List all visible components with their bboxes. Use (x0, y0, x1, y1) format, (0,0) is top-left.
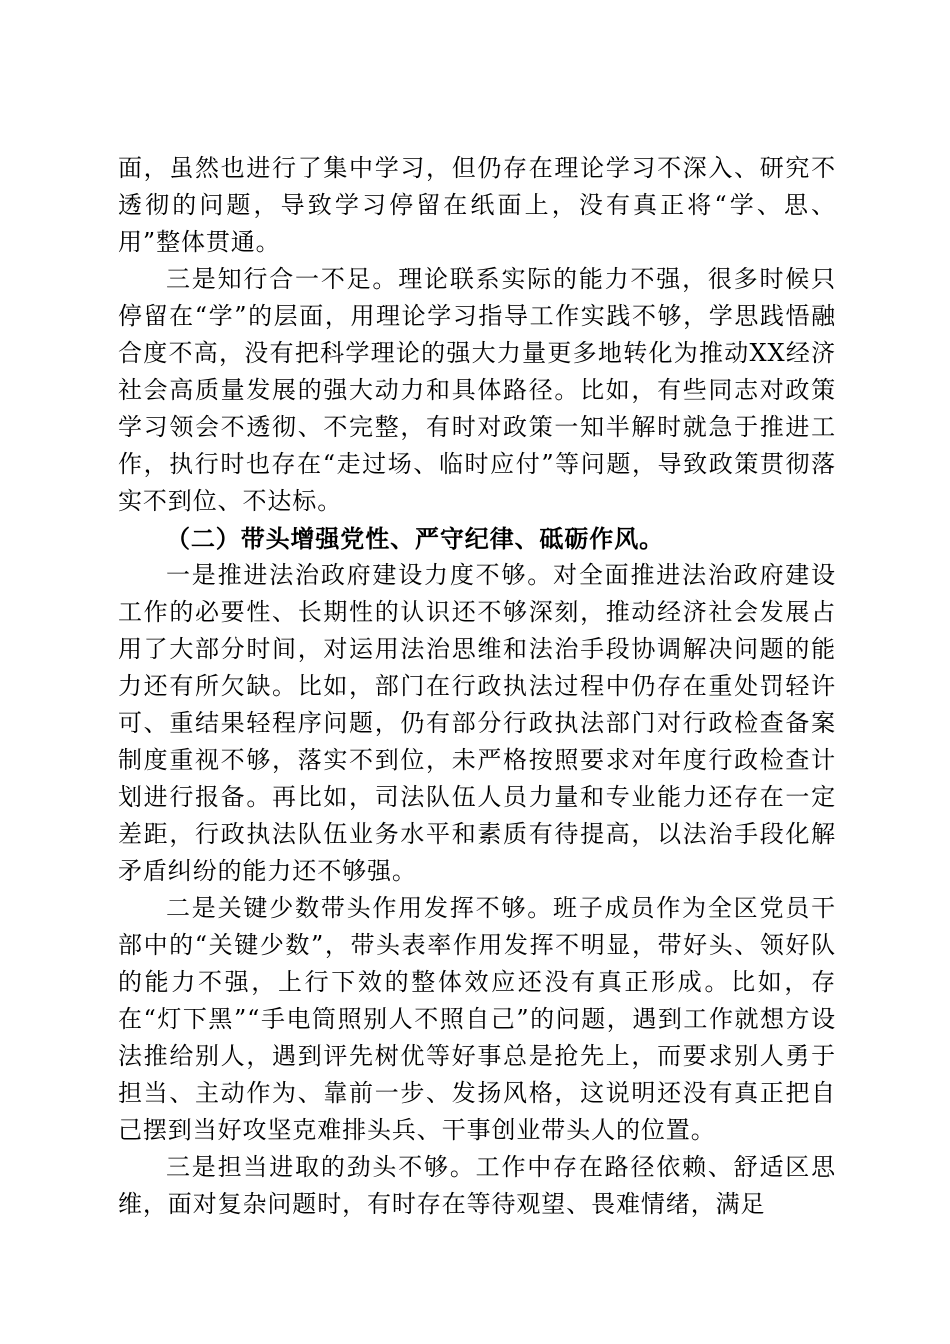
paragraph-knowledge-action: 三是知行合一不足。理论联系实际的能力不强，很多时候只停留在“学”的层面，用理论学习指导工作实践不够，学思践悟融合度不高，没有把科学理论的强大力量更多地转化为推动XX经济社会高质量发展的强大动力和具体路径。比如，有些同志对政策学习领会不透彻、不完整，有时对政策一知半解时就急于推进工作，执行时也存在“走过场、临时应付”等问题，导致政策贯彻落实不到位、不达标。 (118, 265, 836, 515)
paragraph-continuation: 面，虽然也进行了集中学习，但仍存在理论学习不深入、研究不透彻的问题，导致学习停留在纸面上，没有真正将“学、思、用”整体贯通。 (118, 154, 836, 256)
section-heading: （二）带头增强党性、严守纪律、砥砺作风。 (166, 524, 664, 553)
paragraph-responsibility: 三是担当进取的劲头不够。工作中存在路径依赖、舒适区思维，面对复杂问题时，有时存在等待观望、畏难情绪，满足 (118, 1153, 836, 1218)
paragraph-rule-of-law: 一是推进法治政府建设力度不够。对全面推进法治政府建设工作的必要性、长期性的认识还不够深刻，推动经济社会发展占用了大部分时间，对运用法治思维和法治手段协调解决问题的能力还有所欠缺。比如，部门在行政执法过程中仍存在重处罚轻许可、重结果轻程序问题，仍有部分行政执法部门对行政检查备案制度重视不够，落实不到位，未严格按照要求对年度行政检查计划进行报备。再比如，司法队伍人员力量和专业能力还存在一定差距，行政执法队伍业务水平和素质有待提高，以法治手段化解矛盾纠纷的能力还不够强。 (118, 561, 836, 885)
document-page (118, 150, 836, 1223)
paragraph-key-minority: 二是关键少数带头作用发挥不够。班子成员作为全区党员干部中的“关键少数”，带头表率作用发挥不明显，带好头、领好队的能力不强，上行下效的整体效应还没有真正形成。比如，存在“灯下黑”“手电筒照别人不照自己”的问题，遇到工作就想方设法推给别人，遇到评先树优等好事总是抢先上，而要求别人勇于担当、主动作为、靠前一步、发扬风格，这说明还没有真正把自己摆到当好攻坚克难排头兵、干事创业带头人的位置。 (118, 894, 836, 1144)
